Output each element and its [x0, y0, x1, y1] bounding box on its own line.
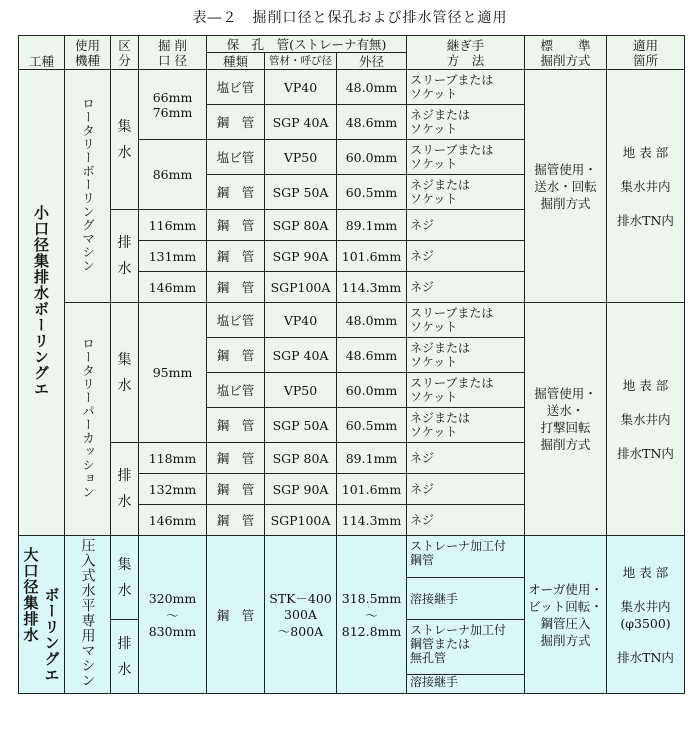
- header-kishu: 使用 機種: [65, 36, 111, 70]
- table-row-cell: 鋼 管: [207, 105, 265, 140]
- table-row-cell: 鋼 管: [207, 175, 265, 210]
- joint-strainer-1: ストレーナ加工付 鋼管: [407, 536, 525, 578]
- table-row-cell: 塩ビ管: [207, 373, 265, 408]
- table-row-cell: 89.1mm: [337, 210, 407, 241]
- header-gaikei: 外径: [337, 53, 407, 70]
- table-row-cell: 鋼 管: [207, 505, 265, 536]
- table-row-cell: VP50: [265, 373, 337, 408]
- kubun-shusui-3: 集 水: [111, 536, 139, 620]
- table-row-cell: 塩ビ管: [207, 303, 265, 338]
- table-row-cell: 132mm: [139, 474, 207, 505]
- machine-rotary-percussion: ロータリーパーカッション: [65, 303, 111, 536]
- table-row-cell: 146mm: [139, 272, 207, 303]
- table-row-cell: 塩ビ管: [207, 70, 265, 105]
- kubun-haisui-2: 排 水: [111, 443, 139, 536]
- small-kousyu: 小口径集排水ボーリングエ: [19, 70, 65, 536]
- table-row-cell: 60.0mm: [337, 373, 407, 408]
- table-row-cell: SGP 50A: [265, 175, 337, 210]
- table-row-cell: 塩ビ管: [207, 140, 265, 175]
- header-shurui: 種類: [207, 53, 265, 70]
- table-row-cell: ネジまたは ソケット: [407, 408, 525, 443]
- table-row-cell: ネジ: [407, 210, 525, 241]
- table-row-cell: SGP 80A: [265, 443, 337, 474]
- table-row-cell: 116mm: [139, 210, 207, 241]
- table-row-cell: 鋼 管: [207, 338, 265, 373]
- table-row-cell: 60.5mm: [337, 175, 407, 210]
- table-row-cell: ネジ: [407, 443, 525, 474]
- kubun-haisui-3: 排 水: [111, 620, 139, 694]
- header-kousyu: 工種: [19, 36, 65, 70]
- table-row-cell: 48.0mm: [337, 70, 407, 105]
- table-row-cell: ネジ: [407, 241, 525, 272]
- large-kousyu: 大口径集排水 ボーリングエ: [19, 536, 65, 694]
- apply-large: 地 表 部 集水井内 (φ3500) 排水TN内: [607, 536, 685, 694]
- table-row-cell: 48.6mm: [337, 338, 407, 373]
- table-row-cell: SGP 90A: [265, 241, 337, 272]
- table-row-cell: 鋼 管: [207, 272, 265, 303]
- table-row-cell: スリーブまたは ソケット: [407, 373, 525, 408]
- table-row-cell: 鋼 管: [207, 210, 265, 241]
- table-row-cell: 48.0mm: [337, 303, 407, 338]
- table-row-cell: ネジまたは ソケット: [407, 175, 525, 210]
- table-row-cell: 114.3mm: [337, 505, 407, 536]
- table-row-cell: VP40: [265, 303, 337, 338]
- machine-rotary-boring: ロータリーボーリングマシン: [65, 70, 111, 303]
- diam-95: 95mm: [139, 303, 207, 443]
- table-row-cell: 114.3mm: [337, 272, 407, 303]
- method-rotary: 掘管使用・ 送水・回転 掘削方式: [525, 70, 607, 303]
- table-row-cell: ネジ: [407, 505, 525, 536]
- table-row-cell: 101.6mm: [337, 474, 407, 505]
- spec-table: [18, 35, 685, 694]
- diam-86: 86mm: [139, 140, 207, 210]
- table-row-cell: SGP 40A: [265, 105, 337, 140]
- table-row-cell: SGP100A: [265, 272, 337, 303]
- table-row-cell: 146mm: [139, 505, 207, 536]
- table-row-cell: 101.6mm: [337, 241, 407, 272]
- table-row-cell: 鋼 管: [207, 474, 265, 505]
- joint-strainer-2: ストレーナ加工付 鋼管または 無孔管: [407, 620, 525, 675]
- table-row-cell: 118mm: [139, 443, 207, 474]
- table-row-cell: 48.6mm: [337, 105, 407, 140]
- header-kubun: 区 分: [111, 36, 139, 70]
- table-row-cell: ネジまたは ソケット: [407, 338, 525, 373]
- machine-press-horizontal: 圧入式水平専用マシン: [65, 536, 111, 694]
- table-row-cell: SGP 90A: [265, 474, 337, 505]
- joint-weld-2: 溶接継手: [407, 675, 525, 694]
- table-row-cell: 131mm: [139, 241, 207, 272]
- table-row-cell: スリーブまたは ソケット: [407, 140, 525, 175]
- table-title: 表―２ 掘削口径と保孔および排水管径と適用: [192, 10, 508, 26]
- table-row-cell: SGP 80A: [265, 210, 337, 241]
- joint-weld-1: 溶接継手: [407, 578, 525, 620]
- table-row-cell: 鋼 管: [207, 443, 265, 474]
- table-row-cell: SGP 40A: [265, 338, 337, 373]
- header-tsugite: 継ぎ手 方 法: [407, 36, 525, 70]
- table-row-cell: SGP 50A: [265, 408, 337, 443]
- header-hyojun: 標 準 掘削方式: [525, 36, 607, 70]
- apply-rotary: 地 表 部 集水井内 排水TN内: [607, 70, 685, 303]
- header-tekiyo: 適用 箇所: [607, 36, 685, 70]
- kubun-shusui-1: 集 水: [111, 70, 139, 210]
- table-row-cell: SGP100A: [265, 505, 337, 536]
- diam-320-830: 320mm ～ 830mm: [139, 536, 207, 694]
- table-row-cell: 60.0mm: [337, 140, 407, 175]
- large-gaikei: 318.5mm ～ 812.8mm: [337, 536, 407, 694]
- kubun-haisui-1: 排 水: [111, 210, 139, 303]
- method-auger: オーガ使用・ ビット回転・ 鋼管圧入 掘削方式: [525, 536, 607, 694]
- header-hoko: 保 孔 管(ストレーナ有無): [207, 36, 407, 53]
- large-shurui: 鋼 管: [207, 536, 265, 694]
- diam-66-76: 66mm 76mm: [139, 70, 207, 140]
- method-percussion: 掘管使用・ 送水・ 打撃回転 掘削方式: [525, 303, 607, 536]
- kubun-shusui-2: 集 水: [111, 303, 139, 443]
- table-row-cell: スリーブまたは ソケット: [407, 70, 525, 105]
- header-zaiki: 管材・呼び径: [265, 53, 337, 70]
- table-row-cell: ネジまたは ソケット: [407, 105, 525, 140]
- apply-percussion: 地 表 部 集水井内 排水TN内: [607, 303, 685, 536]
- header-kokei: 掘 削 口 径: [139, 36, 207, 70]
- table-row-cell: スリーブまたは ソケット: [407, 303, 525, 338]
- table-row-cell: 89.1mm: [337, 443, 407, 474]
- table-row-cell: 鋼 管: [207, 241, 265, 272]
- table-row-cell: 鋼 管: [207, 408, 265, 443]
- table-row-cell: VP40: [265, 70, 337, 105]
- table-row-cell: ネジ: [407, 474, 525, 505]
- table-row-cell: VP50: [265, 140, 337, 175]
- table-row-cell: ネジ: [407, 272, 525, 303]
- table-row-cell: 60.5mm: [337, 408, 407, 443]
- large-zaiki: STK－400 300A ～800A: [265, 536, 337, 694]
